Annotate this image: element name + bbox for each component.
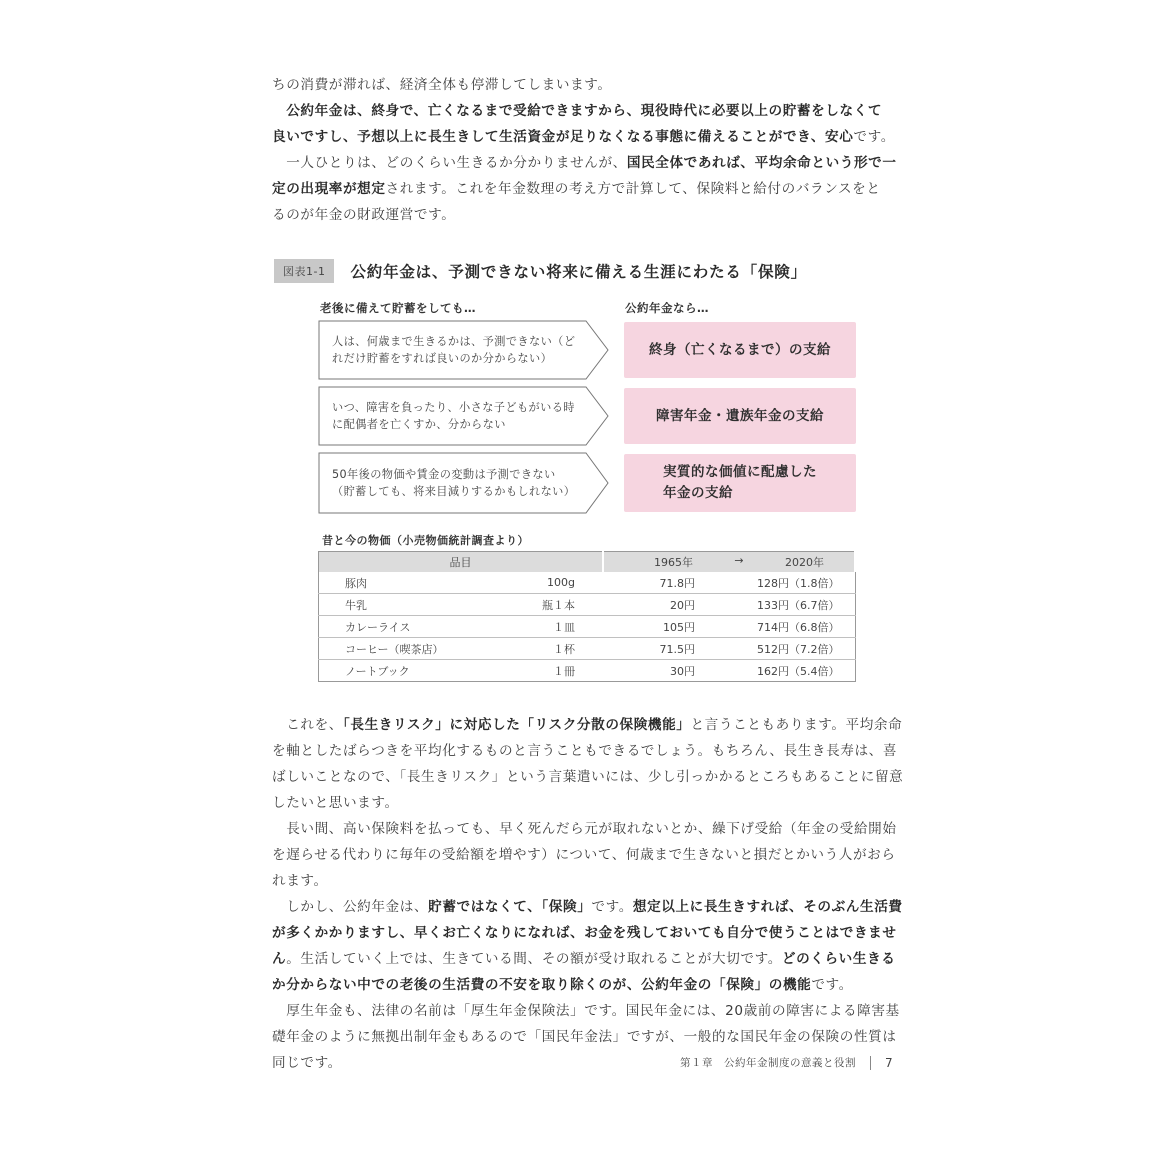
bold-text: 想定以上に長生きすれば、そのぶん生活費が多くかかりますし、早くお亡くなりになれば、お金を残しておいても自分で使うことはできません (272, 899, 903, 967)
benefit-text: 実質的な価値に配慮した (663, 464, 817, 480)
footer-divider (870, 1056, 871, 1070)
table-row (319, 660, 856, 682)
body-paragraph-intro (272, 72, 908, 228)
table-row (319, 638, 856, 660)
risk-box-2 (318, 386, 610, 446)
bold-text: 定の出現率が想定 (272, 181, 386, 197)
figure-tag: 図表1-1 (274, 259, 334, 283)
bold-text: 国民全体であれば、平均余命という形で一 (626, 155, 897, 171)
price-1965: 20円 (603, 594, 713, 616)
risk-text: いつ、障害を負ったり、小さな子どもがいる時に配偶者を亡くすか、分からない (332, 401, 575, 431)
text-run: 。生活していく上では、生きている間、その額が受け取れることが大切です。 (286, 951, 782, 967)
price-2020: 714円（6.8倍） (713, 616, 855, 638)
price-2020: 133円（6.7倍） (713, 594, 855, 616)
risk-box-3 (318, 452, 610, 514)
risk-text: 50年後の物価や賃金の変動は予測できない（貯蓄しても、将来目減りするかもしれない） (332, 468, 576, 498)
text-run: 厚生年金も、法律の名前は「厚生年金保険法」です。国民年金には、20歳前の障害による障害基礎年金のように無拠出制年金もあるので「国民年金法」ですが、一般的な国民年金の保険の性質は同じです。 (272, 1003, 900, 1071)
col-1965-header: 1965年 (654, 556, 693, 569)
text-run: です。 (591, 899, 633, 915)
price-2020: 512円（7.2倍） (713, 638, 855, 660)
item-name: 牛乳 (319, 594, 496, 616)
price-2020: 162円（5.4倍） (713, 660, 855, 682)
risk-text: 人は、何歳まで生きるかは、予測できない（どれだけ貯蓄をすれば良いのか分からない） (332, 335, 576, 365)
text-line: されます。これを年金数理の考え方で計算して、保険料と給付のバランスをと (385, 181, 881, 197)
item-name: 豚肉 (319, 572, 496, 594)
item-name: コーヒー（喫茶店） (319, 638, 496, 660)
table-caption: 昔と今の物価（小売物価統計調査より） (322, 534, 529, 547)
text-run: これを、 (286, 717, 343, 733)
item-unit: 100g (495, 572, 603, 594)
left-column-heading: 老後に備えて貯蓄をしても… (320, 301, 476, 315)
bold-text: どのくらい生きるか分からない中での老後の生活費の不安を取り除くのが、公約年金の「保険」の機能 (272, 951, 896, 993)
benefit-box-1 (624, 322, 856, 378)
item-unit: 瓶１本 (495, 594, 603, 616)
bold-text: 良いですし、予想以上に長生きして生活資金が足りなくなる事態に備えることができ、安心 (272, 129, 854, 145)
price-1965: 30円 (603, 660, 713, 682)
text-run: しかし、公約年金は、 (286, 899, 429, 915)
col-years-header (603, 552, 855, 573)
figure-title: 公約年金は、予測できない将来に備える生涯にわたる「保険」 (350, 263, 807, 281)
risk-box-1 (318, 320, 610, 380)
benefit-text-2: 年金の支給 (663, 485, 733, 501)
price-1965: 71.5円 (603, 638, 713, 660)
text-line: 一人ひとりは、どのくらい生きるか分かりませんが、 (286, 155, 627, 171)
item-unit: １皿 (495, 616, 603, 638)
bold-text: 公約年金は、終身で、亡くなるまで受給できますから、現役時代に必要以上の貯蓄をしなくて (286, 103, 883, 119)
table-row (319, 616, 856, 638)
page-number: 7 (885, 1055, 894, 1070)
price-table (318, 551, 856, 682)
benefit-box-2 (624, 388, 856, 444)
item-unit: １冊 (495, 660, 603, 682)
price-1965: 105円 (603, 616, 713, 638)
arrow-icon: → (734, 554, 744, 567)
item-name: カレーライス (319, 616, 496, 638)
benefit-box-3 (624, 454, 856, 512)
bold-text: 「長生きリスク」に対応した「リスク分散の保険機能」 (342, 717, 691, 733)
chapter-title: 第１章 公約年金制度の意義と役割 (680, 1057, 856, 1069)
text-run: 長い間、高い保険料を払っても、早く死んだら元が取れないとか、繰下げ受給（年金の受給開始を遅らせる代わりに毎年の受給額を増やす）について、何歳まで生きないと損だとかいう人がおられます。 (272, 821, 897, 889)
col-item-header: 品目 (319, 552, 604, 573)
price-1965: 71.8円 (603, 572, 713, 594)
bold-text: 貯蓄ではなくて、「保険」 (428, 899, 592, 915)
text-line: ちの消費が滞れば、経済全体も停滞してしまいます。 (272, 77, 612, 93)
text-run: です。 (811, 977, 853, 993)
right-column-heading: 公約年金なら… (625, 301, 709, 315)
col-2020-header: 2020年 (785, 556, 824, 569)
price-2020: 128円（1.8倍） (713, 572, 855, 594)
table-header-row (319, 552, 856, 573)
page-footer (680, 1055, 893, 1070)
text-line: です。 (853, 129, 895, 145)
body-paragraph-main (272, 712, 908, 1076)
table-row (319, 594, 856, 616)
benefit-text: 障害年金・遺族年金の支給 (656, 407, 824, 424)
figure-header (274, 258, 807, 284)
item-name: ノートブック (319, 660, 496, 682)
item-unit: １杯 (495, 638, 603, 660)
text-run: と言うこともあります。平均余命を軸としたばらつきを平均化するものと言うこともできるでしょう。もちろん、長生き長寿は、喜ばしいことなので、「長生きリスク」という言葉遣いには、少し引っかかるところもあることに留意したいと思います。 (272, 717, 904, 811)
table-row (319, 572, 856, 594)
benefit-text: 終身（亡くなるまで）の支給 (649, 341, 831, 358)
text-line: るのが年金の財政運営です。 (272, 207, 456, 223)
